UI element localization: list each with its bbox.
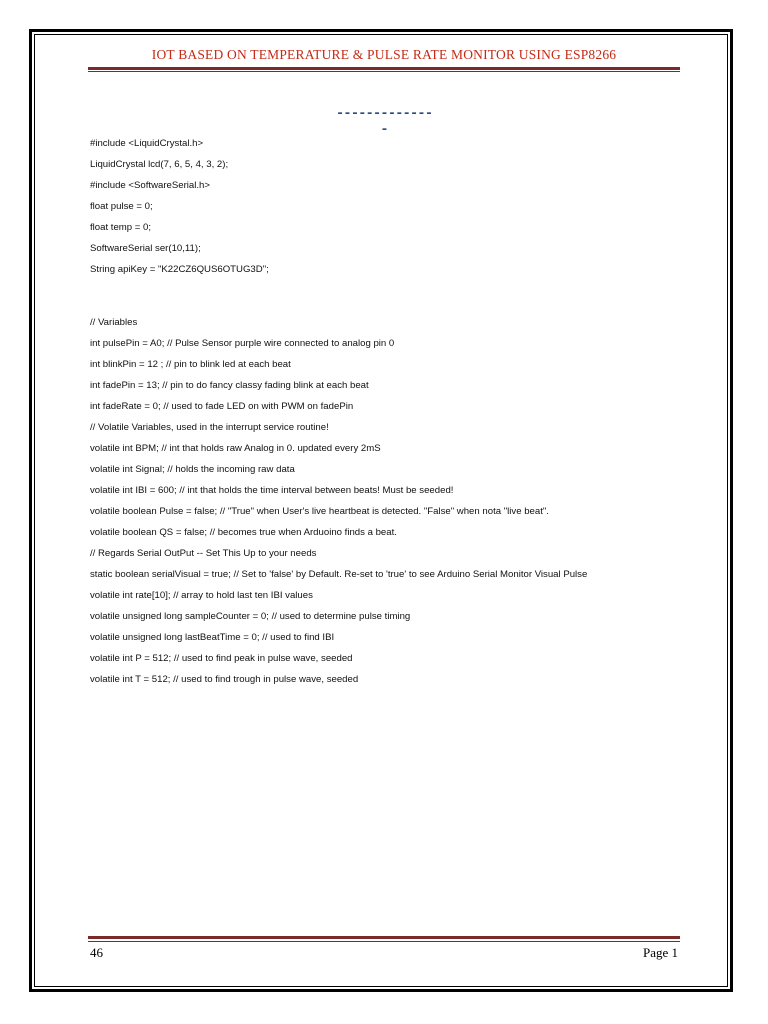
blank-gap — [90, 280, 690, 296]
code-line: volatile boolean QS = false; // becomes true when Arduoino finds a beat. — [90, 527, 397, 538]
code-line: volatile int Signal; // holds the incoming raw data — [90, 464, 295, 475]
code-line: int fadePin = 13; // pin to do fancy classy fading blink at each beat — [90, 380, 369, 391]
code-line: float pulse = 0; — [90, 201, 153, 212]
document-header-title: IOT BASED ON TEMPERATURE & PULSE RATE MONITOR USING ESP8266 — [151, 47, 617, 62]
blank-gap — [90, 296, 690, 312]
section-separator: -------------- — [335, 106, 433, 138]
page-label: Page 1 — [642, 945, 678, 960]
code-line: float temp = 0; — [90, 222, 152, 233]
footer-rule-thin — [88, 941, 680, 942]
code-line: int fadeRate = 0; // used to fade LED on with PWM on fadePin — [90, 401, 354, 412]
code-line: LiquidCrystal lcd(7, 6, 5, 4, 3, 2); — [90, 159, 229, 170]
code-line: // Regards Serial OutPut -- Set This Up to your needs — [90, 548, 317, 559]
page-number: 46 — [90, 945, 103, 960]
code-line: volatile int rate[10]; // array to hold last ten IBI values — [90, 590, 313, 601]
code-line: int blinkPin = 12 ; // pin to blink led at each beat — [90, 359, 291, 370]
code-line: String apiKey = "K22CZ6QUS6OTUG3D"; — [90, 264, 269, 275]
code-line: volatile int IBI = 600; // int that holds the time interval between beats! Must be seeded! — [90, 485, 454, 496]
code-line: static boolean serialVisual = true; // Set to 'false' by Default. Re-set to 'true' to see Arduino Serial Monitor Visual Pulse — [90, 569, 588, 580]
code-line: volatile unsigned long sampleCounter = 0; // used to determine pulse timing — [90, 611, 411, 622]
code-line: volatile unsigned long lastBeatTime = 0; // used to find IBI — [90, 632, 335, 643]
code-line: volatile int P = 512; // used to find peak in pulse wave, seeded — [90, 653, 353, 664]
header-rule-thin — [88, 71, 680, 72]
header-rule — [88, 67, 680, 70]
code-line: volatile int T = 512; // used to find trough in pulse wave, seeded — [90, 674, 359, 685]
code-line: volatile int BPM; // int that holds raw Analog in 0. updated every 2mS — [90, 443, 381, 454]
code-line: int pulsePin = A0; // Pulse Sensor purple wire connected to analog pin 0 — [90, 338, 395, 349]
footer-rule — [88, 936, 680, 939]
code-line: #include <SoftwareSerial.h> — [90, 180, 210, 191]
code-line: // Variables — [90, 317, 138, 328]
code-line: // Volatile Variables, used in the interrupt service routine! — [90, 422, 329, 433]
code-line: volatile boolean Pulse = false; // "True" when User's live heartbeat is detected. "False" when nota "live beat". — [90, 506, 549, 517]
code-line: SoftwareSerial ser(10,11); — [90, 243, 201, 254]
code-listing — [90, 133, 690, 690]
code-line: #include <LiquidCrystal.h> — [90, 138, 204, 149]
